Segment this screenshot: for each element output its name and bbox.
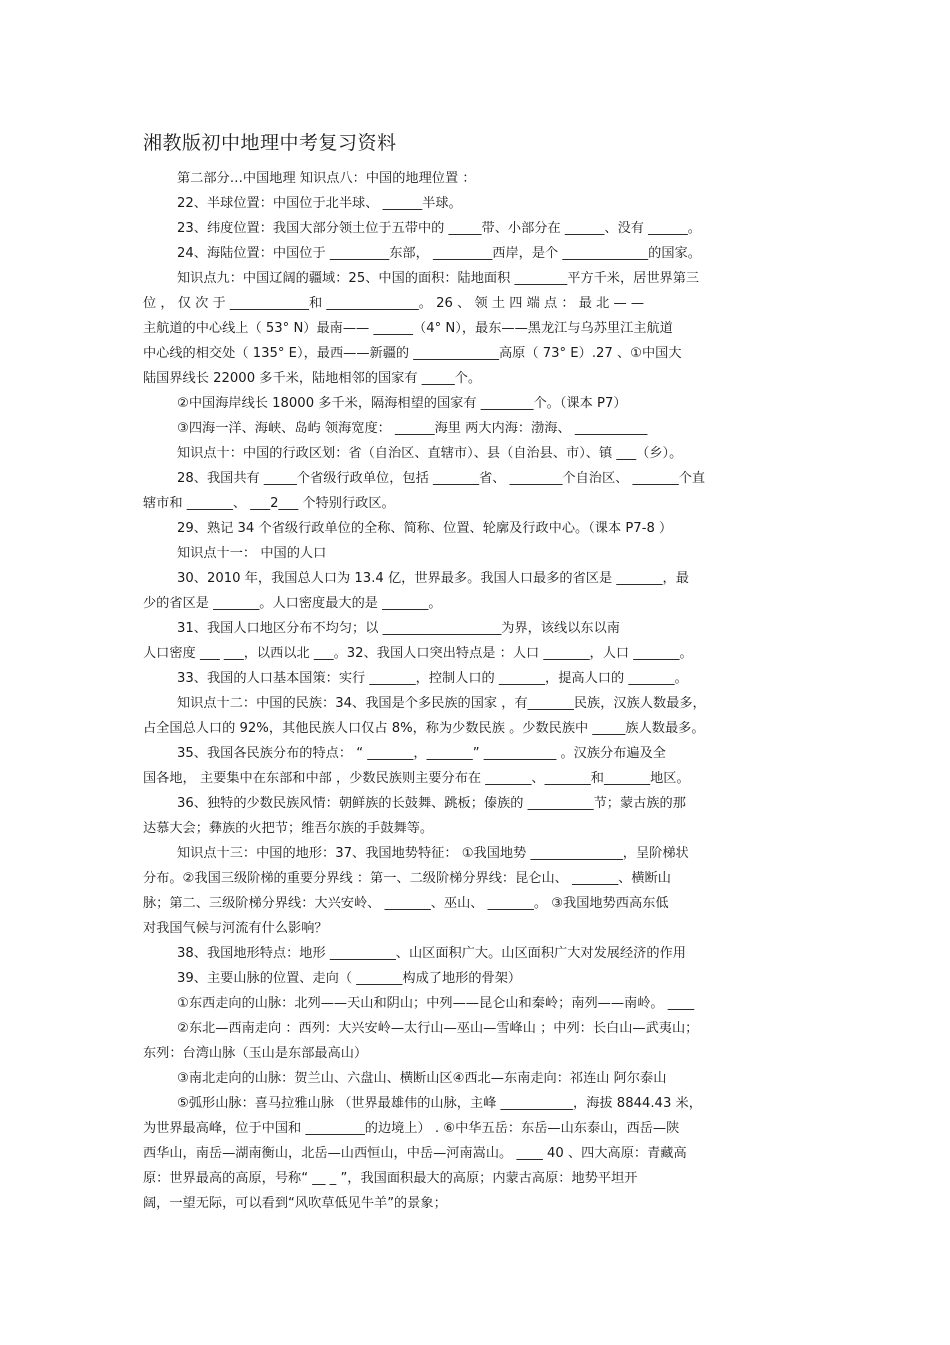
text-line: ②东北—西南走向 ：西列：大兴安岭—太行山—巫山—雪峰山 ；中列：长白山—武夷山； bbox=[177, 1021, 699, 1036]
text-line: 达慕大会；彝族的火把节；维吾尔族的手鼓舞等。 bbox=[143, 821, 434, 836]
text-line: 第二部分…中国地理 知识点八：中国的地理位置 ： bbox=[177, 171, 476, 186]
text-line: 35、我国各民族分布的特点： “ _______，_______” ___________ 。汉族分布遍及全 bbox=[177, 746, 666, 761]
text-line: 31、我国人口地区分布不均匀；以 __________________为界，该线以东以南 bbox=[177, 621, 620, 636]
text-line: 29、熟记 34 个省级行政单位的全称、简称、位置、轮廓及行政中心。（课本 P7-8 ） bbox=[177, 521, 673, 536]
document-body bbox=[143, 166, 807, 1216]
text-line: 23、纬度位置：我国大部分领土位于五带中的 _____带、小部分在 ______、没有 ______。 bbox=[177, 221, 701, 236]
text-line: ①东西走向的山脉：北列——天山和阴山；中列——昆仑山和秦岭；南列——南岭。 ____ bbox=[177, 996, 695, 1011]
text-line: ③四海一洋、海峡、岛屿 领海宽度： ______海里 两大内海：渤海、 ___________ bbox=[177, 421, 648, 436]
text-line: 位 ， 仅 次 于 ____________和 ______________。 26 、 领 土 四 端 点 ： 最 北 — — bbox=[143, 296, 645, 311]
text-line: 33、我国的人口基本国策：实行 _______，控制人口的 _______，提高人口的 _______。 bbox=[177, 671, 688, 686]
document-title: 湘教版初中地理中考复习资料 bbox=[143, 132, 397, 154]
text-line: 人口密度 ___ ___，以西以北 ___。32、我国人口突出特点是 ：人口 _______，人口 _______。 bbox=[143, 646, 693, 661]
text-line: 原：世界最高的高原，号称“ __ _ ”，我国面积最大的高原；内蒙古高原：地势平坦开 bbox=[143, 1171, 638, 1186]
text-line: 22、半球位置：中国位于北半球、 ______半球。 bbox=[177, 196, 462, 211]
text-line: 对我国气候与河流有什么影响？ bbox=[143, 921, 328, 936]
text-line: ⑤弧形山脉：喜马拉雅山脉 （世界最雄伟的山脉，主峰 ___________，海拔 8844.43 米， bbox=[177, 1096, 702, 1111]
text-line: 知识点十一： 中国的人口 bbox=[177, 546, 327, 561]
text-line: 知识点十三：中国的地形：37、我国地势特征： ①我国地势 ______________，呈阶梯状 bbox=[177, 846, 689, 861]
text-line: 辖市和 _______、 ___2___ 个特别行政区。 bbox=[143, 496, 395, 511]
text-line: 国各地， 主要集中在东部和中部 ，少数民族则主要分布在 _______、_______和_______地区。 bbox=[143, 771, 690, 786]
text-line: 36、独特的少数民族风情：朝鲜族的长鼓舞、跳板；傣族的 __________节；蒙古族的那 bbox=[177, 796, 686, 811]
text-line: 中心线的相交处（ 135° E），最西——新疆的 _____________高原（ 73° E）.27 、①中国大 bbox=[143, 346, 682, 361]
text-line: 脉；第二、三级阶梯分界线：大兴安岭、 _______、巫山、 _______。 ③我国地势西高东低 bbox=[143, 896, 669, 911]
text-line: 知识点十：中国的行政区划：省（自治区、直辖市）、县（自治县、市）、镇 ___（乡）。 bbox=[177, 446, 683, 461]
text-line: 阔，一望无际，可以看到“风吹草低见牛羊”的景象； bbox=[143, 1196, 447, 1211]
text-line: 主航道的中心线上（ 53° N）最南—— ______（4° N），最东——黑龙江与乌苏里江主航道 bbox=[143, 321, 673, 336]
text-line: 30、2010 年，我国总人口为 13.4 亿，世界最多。我国人口最多的省区是 _______，最 bbox=[177, 571, 689, 586]
text-line: 占全国总人口的 92%，其他民族人口仅占 8%，称为少数民族 。少数民族中 _____族人数最多。 bbox=[143, 721, 705, 736]
text-line: 38、我国地形特点：地形 __________、山区面积广大。山区面积广大对发展经济的作用 bbox=[177, 946, 686, 961]
text-line: 知识点九：中国辽阔的疆域：25、中国的面积：陆地面积 ________平方千米，居世界第三 bbox=[177, 271, 700, 286]
text-line: 东列：台湾山脉（玉山是东部最高山） bbox=[143, 1046, 368, 1061]
text-line: 28、我国共有 _____个省级行政单位，包括 _______省、 ________个自治区、 _______个直 bbox=[177, 471, 706, 486]
text-line: 分布。②我国三级阶梯的重要分界线 ：第一、二级阶梯分界线：昆仑山、 _______、横断山 bbox=[143, 871, 671, 886]
text-line: ②中国海岸线长 18000 多千米，隔海相望的国家有 ________个。（课本 P7） bbox=[177, 396, 627, 411]
text-line: 为世界最高峰，位于中国和 _________的边境上） . ⑥中华五岳：东岳—山东泰山，西岳—陕 bbox=[143, 1121, 680, 1136]
text-line: 陆国界线长 22000 多千米，陆地相邻的国家有 _____个。 bbox=[143, 371, 482, 386]
text-line: 39、主要山脉的位置、走向（ _______构成了地形的骨架） bbox=[177, 971, 522, 986]
text-line: 西华山，南岳—湖南衡山，北岳—山西恒山，中岳—河南嵩山。 ____ 40 、四大高原：青藏高 bbox=[143, 1146, 687, 1161]
text-line: 24、海陆位置：中国位于 _________东部， _________西岸，是个 _____________的国家。 bbox=[177, 246, 701, 261]
text-line: ③南北走向的山脉：贺兰山、六盘山、横断山区④西北—东南走向：祁连山 阿尔泰山 bbox=[177, 1071, 667, 1086]
text-line: 少的省区是 _______。人口密度最大的是 _______。 bbox=[143, 596, 442, 611]
text-line: 知识点十二：中国的民族：34、我国是个多民族的国家 ，有_______民族，汉族人数最多， bbox=[177, 696, 706, 711]
